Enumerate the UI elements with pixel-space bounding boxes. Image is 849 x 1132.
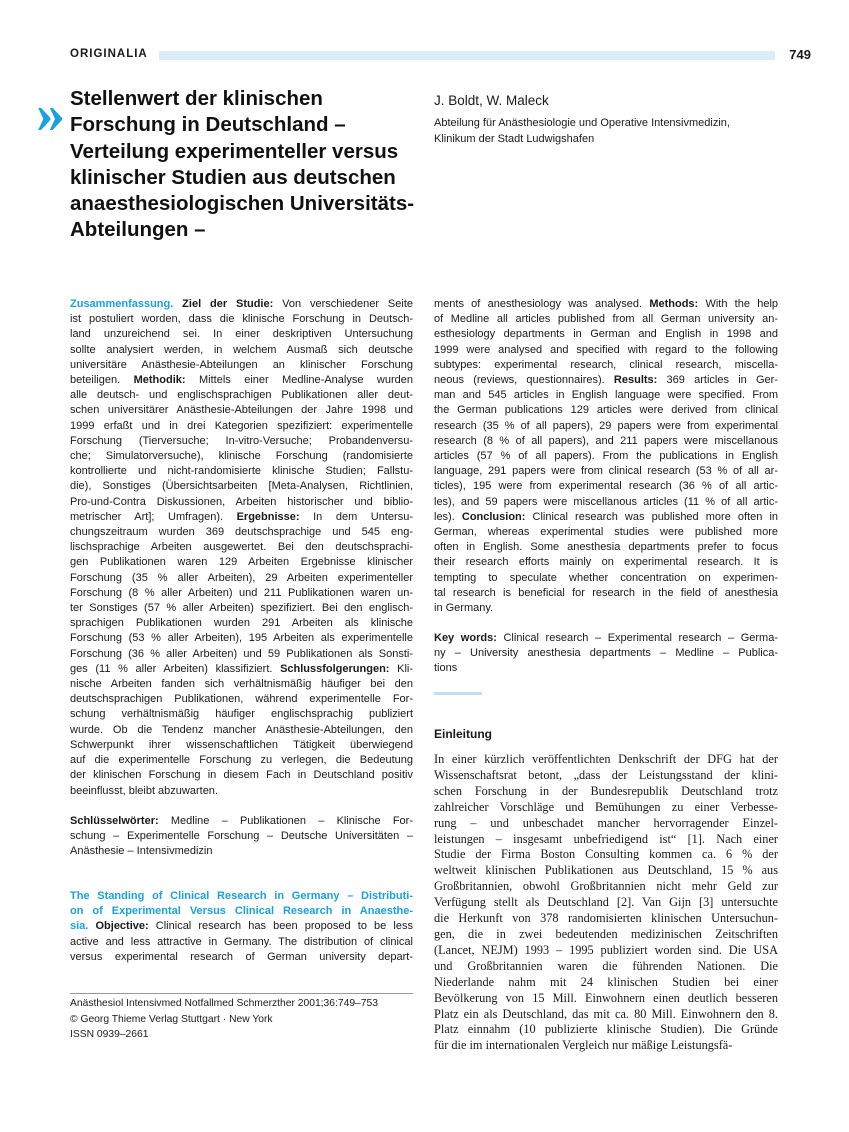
text-segment: their research efforts mainly on experimental research. It is [434, 556, 778, 569]
bold-label: Key words: [434, 632, 504, 644]
text-segment: ges (11 % aller Arbeiten) klassifiziert. [70, 662, 281, 675]
bold-label: Objective: [95, 920, 156, 933]
text-line [70, 312, 413, 327]
text-line: und Großbritannien waren die führenden Nationen. Die [434, 958, 778, 973]
text-segment: Schwerpunkt ihrer wissenschaftlichen Tätigkeit überwiegend [70, 738, 413, 751]
text-line [70, 419, 413, 434]
text-segment: wurde. Ob die Tendenz mancher Anästhesie-Abteilungen, den [70, 723, 413, 736]
text-line [70, 692, 413, 707]
text-line: In einer kürzlich veröffentlichten Denkschrift der DFG hat der [434, 752, 778, 766]
text-line [70, 647, 413, 662]
text-line [70, 388, 413, 403]
text-segment: neous (reviews, questionnaires). [434, 374, 614, 387]
text-segment: sprachigen Publikationen wurden 291 Arbeiten als klinische [70, 617, 413, 630]
text-segment: sollte analysiert werden, in welchem Ausmaß sich deutsche [70, 343, 413, 356]
text-segment: ter Sonstiges (57 % aller Arbeiten) spezifiziert. Bei den englisch- [70, 602, 413, 615]
text-line: ISSN 0939–2661 [70, 1029, 149, 1040]
text-line [70, 829, 413, 844]
bold-label: Methodik: [133, 374, 199, 387]
text-line [434, 373, 778, 388]
text-line [70, 889, 413, 904]
text-segment: research (8 % of all papers), and 211 papers were miscellanous [434, 434, 778, 447]
text-line [434, 327, 778, 342]
text-line [434, 297, 778, 312]
text-segment: 1999 were analysed and specified with regard to the following [434, 343, 778, 356]
text-line [70, 768, 413, 783]
text-line [434, 449, 778, 464]
text-line [70, 814, 413, 829]
text-segment: Clinical research has been proposed to be less [155, 920, 413, 933]
text-segment: Forschung (35 % aller Arbeiten), 29 Arbeiten experimenteller [70, 571, 413, 584]
text-line [434, 586, 778, 601]
text-line [70, 434, 413, 449]
text-line: Platz ein als Deutschland, das mit ca. 80 Mill. Einwohnern den 8. [434, 1006, 778, 1021]
text-line [70, 935, 413, 950]
quote-mark-icon: » [36, 80, 59, 145]
text-segment: With the help [705, 298, 778, 310]
text-segment: beeinflusst, bleibt abzuwarten. [70, 784, 218, 797]
text-segment: Mittels einer Medline-Analyse wurden [199, 374, 413, 387]
text-line [70, 707, 413, 722]
text-line: Wissenschaftsrat betont, „dass der Leistungsstand der klini- [434, 767, 778, 782]
text-line [70, 540, 413, 555]
text-line [70, 753, 413, 768]
abstract-german [70, 297, 413, 799]
text-line [70, 904, 413, 919]
text-line [434, 525, 778, 540]
text-segment: Anästhesie – Intensivmedizin [70, 845, 213, 858]
text-segment: tions [434, 662, 458, 675]
text-line [70, 297, 413, 312]
text-line: gen, die in zwei bedeutenden medizinischen Zeitschriften [434, 926, 778, 941]
text-segment: Forschung (36 % aller Arbeiten) und 59 Publikationen als Sonsti- [70, 647, 413, 660]
text-line: Forschung in Deutschland – [70, 113, 346, 137]
text-line [434, 495, 778, 510]
text-line: Großbritannien, obwohl Großbritannien nicht mehr Geld zur [434, 879, 778, 894]
text-segment: Medline – Publikationen – Klinische For- [170, 815, 413, 827]
text-line [70, 919, 413, 934]
text-line [70, 358, 413, 373]
text-line [70, 950, 413, 965]
bold-label: Ergebnisse: [236, 510, 314, 523]
text-segment: beteiligen. [70, 374, 134, 387]
text-segment: 1999 erfaßt und in drei Kategorien spezifiziert: experimentelle [70, 419, 413, 432]
text-line [434, 571, 778, 586]
text-segment: man and 545 articles in English language were specified. From [434, 389, 778, 402]
text-line: die Herkunft von 378 randomisierten klinischen Untersuchun- [434, 911, 778, 926]
text-segment: Forschung (Tierversuche; In-vitro-Versuche; Probandenversu- [70, 434, 413, 447]
text-line [70, 571, 413, 586]
text-segment: the German publications 129 articles were derived from clinical [434, 404, 778, 417]
text-line [434, 403, 778, 418]
bold-label: Schlussfolgerungen: [280, 662, 398, 675]
text-segment: often in English. Some anesthesia departments prefer to focus [434, 541, 778, 554]
text-segment: in Germany. [434, 602, 494, 615]
text-segment: research (35 % of all papers), 29 papers were from experimental [434, 419, 778, 432]
authors: J. Boldt, W. Maleck [434, 93, 549, 108]
text-line [434, 434, 778, 449]
affiliation [434, 116, 794, 147]
text-line [434, 358, 778, 373]
text-line [70, 586, 413, 601]
highlight-heading: Zusammenfassung. [70, 298, 183, 310]
text-line [70, 601, 413, 616]
text-line: Stellenwert der klinischen [70, 87, 323, 110]
text-line [70, 738, 413, 753]
text-line: Verfügung stellt als Deutschland [2]. Van Gijn [3] untersuchte [434, 895, 778, 910]
section-heading-einleitung: Einleitung [434, 727, 492, 741]
text-segment: land unzureichend sei. In einer deskriptiven Untersuchung [70, 328, 413, 341]
text-segment: Pro-und-Contra Diskussionen, Arbeiten historischer und biblio- [70, 495, 413, 508]
bold-label: Methods: [649, 298, 706, 310]
text-line [70, 616, 413, 631]
text-line [434, 479, 778, 494]
text-line [434, 661, 778, 676]
text-segment: Forschung (53 % aller Arbeiten), 195 Arbeiten als experimentelle [70, 632, 413, 645]
text-line: weltweit klinischen Publikationen aus Deutschland, 15 % aus [434, 863, 778, 878]
footnote-divider [70, 993, 413, 994]
page-number: 749 [789, 47, 811, 62]
text-line [434, 555, 778, 570]
text-line [70, 464, 413, 479]
highlight-heading: sia. [70, 920, 96, 933]
text-line [434, 419, 778, 434]
text-segment: esthesiology departments in German and English in 1998 and [434, 328, 778, 341]
text-line [434, 601, 778, 616]
text-line: zahlreicher Vorschläge und Bemühungen zu einer Verbesse- [434, 799, 778, 814]
text-segment: subtypes: experimental research, clinical research, miscella- [434, 358, 778, 371]
highlight-heading: The Standing of Clinical Research in Germany – Distributi- [70, 890, 413, 902]
text-line: © Georg Thieme Verlag Stuttgart · New York [70, 1013, 273, 1025]
text-segment: versus experimental research of German university depart- [70, 950, 413, 963]
text-segment: lischsprachige Arbeiten ausgewertet. Bei den deutschsprachi- [70, 541, 413, 554]
text-segment: nische Arbeiten fanden sich verhältnismäßig häufiger bei den [70, 678, 413, 691]
keywords-german [70, 814, 413, 860]
text-line: Verteilung experimenteller versus [70, 139, 399, 163]
text-line [434, 510, 778, 525]
text-segment: les), and 59 papers were miscellanous articles (11 % of all artic- [434, 495, 778, 508]
text-line [70, 495, 413, 510]
text-line [70, 723, 413, 738]
section-label: ORIGINALIA [70, 48, 148, 60]
text-line [70, 403, 413, 418]
abstract-english-continued [434, 297, 778, 616]
text-line: Bevölkerung von 15 Mill. Einwohnern einen deutlich besseren [434, 990, 778, 1005]
text-line [434, 646, 778, 661]
text-line: Abteilung für Anästhesiologie und Operative Intensivmedizin, [434, 117, 730, 129]
text-segment: Forschung (8 % aller Arbeiten) und 211 Publikationen waren un- [70, 586, 413, 599]
text-line [70, 677, 413, 692]
introduction-body [434, 752, 778, 1054]
text-line: Abteilungen – [70, 218, 206, 242]
text-segment: gen Publikationen waren 129 Arbeiten Ergebnisse klinischer [70, 556, 413, 569]
text-segment: of Medline all articles published from all German university an- [434, 313, 778, 326]
text-line [70, 631, 413, 646]
text-segment: metrischer Art]; Umfragen). [70, 510, 237, 523]
text-line: für die im internationalen Vergleich nur mäßige Leistungsfä- [434, 1038, 733, 1053]
text-line: klinischer Studien aus deutschen [70, 165, 396, 189]
text-line: Anästhesiol Intensivmed Notfallmed Schmerzther 2001;36:749–753 [70, 998, 378, 1009]
text-segment: German, whereas experimental studies were published more [434, 526, 778, 539]
text-line [434, 343, 778, 358]
text-line: (Lancet, NEJM) 1993 – 1995 publiziert worden sind. Die USA [434, 942, 778, 957]
text-line [70, 343, 413, 358]
text-line [70, 327, 413, 342]
text-segment: ny – University anesthesia departments – Medline – Publica- [434, 647, 778, 660]
bold-label: Ziel der Studie: [182, 298, 283, 310]
text-segment: 369 articles in Ger- [666, 374, 778, 387]
text-segment: active and less attractive in Germany. The distribution of clinical [70, 935, 413, 948]
text-segment: language, 291 papers were from clinical research (53 % of all ar- [434, 465, 778, 478]
text-segment: ist postuliert worden, dass die klinische Forschung in Deutsch- [70, 313, 413, 326]
text-line [70, 510, 413, 525]
header-bar [159, 51, 775, 60]
text-line: rung – und unbeschadet mancher hervorragender Einzel- [434, 815, 778, 830]
text-line [70, 373, 413, 388]
text-line [70, 479, 413, 494]
text-segment: universitäre Anästhesie-Abteilungen an klinischer Forschung [70, 358, 413, 371]
section-separator [434, 692, 482, 695]
text-segment: articles (57 % of all papers). From the publications in English [434, 450, 778, 463]
text-segment: ticles), 195 were from experimental research (36 % of all artic- [434, 480, 778, 493]
text-segment: schung – Experimentelle Forschung – Deutsche Universitäten – [70, 830, 413, 843]
text-line [434, 388, 778, 403]
text-segment: Clinical research was published more often in [532, 510, 778, 523]
abstract-english-start [70, 889, 413, 965]
text-segment: kontrollierte und nicht-randomisierte klinische Studien; Fallstu- [70, 465, 413, 478]
text-segment: les). [434, 510, 462, 523]
text-segment: schung verhältnismäßig häufiger englischsprachig publiziert [70, 708, 413, 721]
text-segment: tempting to speculate whether concentration on experimen- [434, 571, 778, 584]
text-segment: chungszeitraum wurden 369 deutschsprachige und 545 eng- [70, 526, 413, 539]
text-segment: auf die experimentelle Forschung zu verlegen, die Bedeutung [70, 754, 413, 767]
text-segment: der klinischen Forschung in diesem Fach in Deutschland positiv [70, 769, 413, 782]
citation-footnote [70, 996, 413, 1043]
text-line: Studie der Firma Boston Consulting kommen ca. 6 % der [434, 847, 778, 862]
text-line [434, 540, 778, 555]
text-line [434, 631, 778, 646]
text-line: Platz einnahm (10 publizierte klinische Studien). Die Gründe [434, 1022, 778, 1037]
text-line [70, 525, 413, 540]
text-segment: Clinical research – Experimental research – Germa- [503, 632, 778, 644]
text-segment: deutschsprachigen Publikationen, während experimentelle For- [70, 693, 413, 706]
text-line: schen Forschung in der Bundesrepublik Deutschland trotz [434, 783, 778, 798]
article-title [70, 86, 420, 244]
text-segment: che; Simulatorversuche), klinische Forschung (randomisierte [70, 450, 413, 463]
keywords-english [434, 631, 778, 677]
bold-label: Conclusion: [461, 510, 533, 523]
text-line [70, 555, 413, 570]
text-segment: In dem Untersu- [313, 510, 413, 523]
text-line: Niederlande nahm mit 24 klinischen Studien bei einer [434, 974, 778, 989]
text-segment: die), Sonstiges (Übersichtsarbeiten [Meta-Analysen, Richtlinien, [70, 480, 413, 493]
text-line: leistungen – insgesamt unbefriedigend ist“ [1]. Nach einer [434, 831, 778, 846]
text-line [70, 784, 413, 799]
text-line [434, 464, 778, 479]
text-segment: tal research is beneficial for research in the field of anesthesia [434, 586, 778, 599]
text-line: anaesthesiologischen Universitäts- [70, 192, 415, 216]
text-segment: ments of anesthesiology was analysed. [434, 298, 650, 310]
text-line [70, 449, 413, 464]
text-segment: schen universitärer Anästhesie-Abteilungen der Jahre 1998 und [70, 404, 413, 417]
text-line: Klinikum der Stadt Ludwigshafen [434, 132, 595, 145]
text-segment: Von verschiedener Seite [282, 298, 413, 310]
text-segment: alle deutsch- und englischsprachigen Publikationen aller deut- [70, 389, 413, 402]
text-segment: Kli- [397, 662, 413, 675]
text-line [70, 844, 413, 859]
bold-label: Schlüsselwörter: [70, 815, 171, 827]
text-line [70, 662, 413, 677]
highlight-heading: on of Experimental Versus Clinical Research in Anaesthe- [70, 905, 413, 918]
text-line [434, 312, 778, 327]
bold-label: Results: [613, 374, 667, 387]
